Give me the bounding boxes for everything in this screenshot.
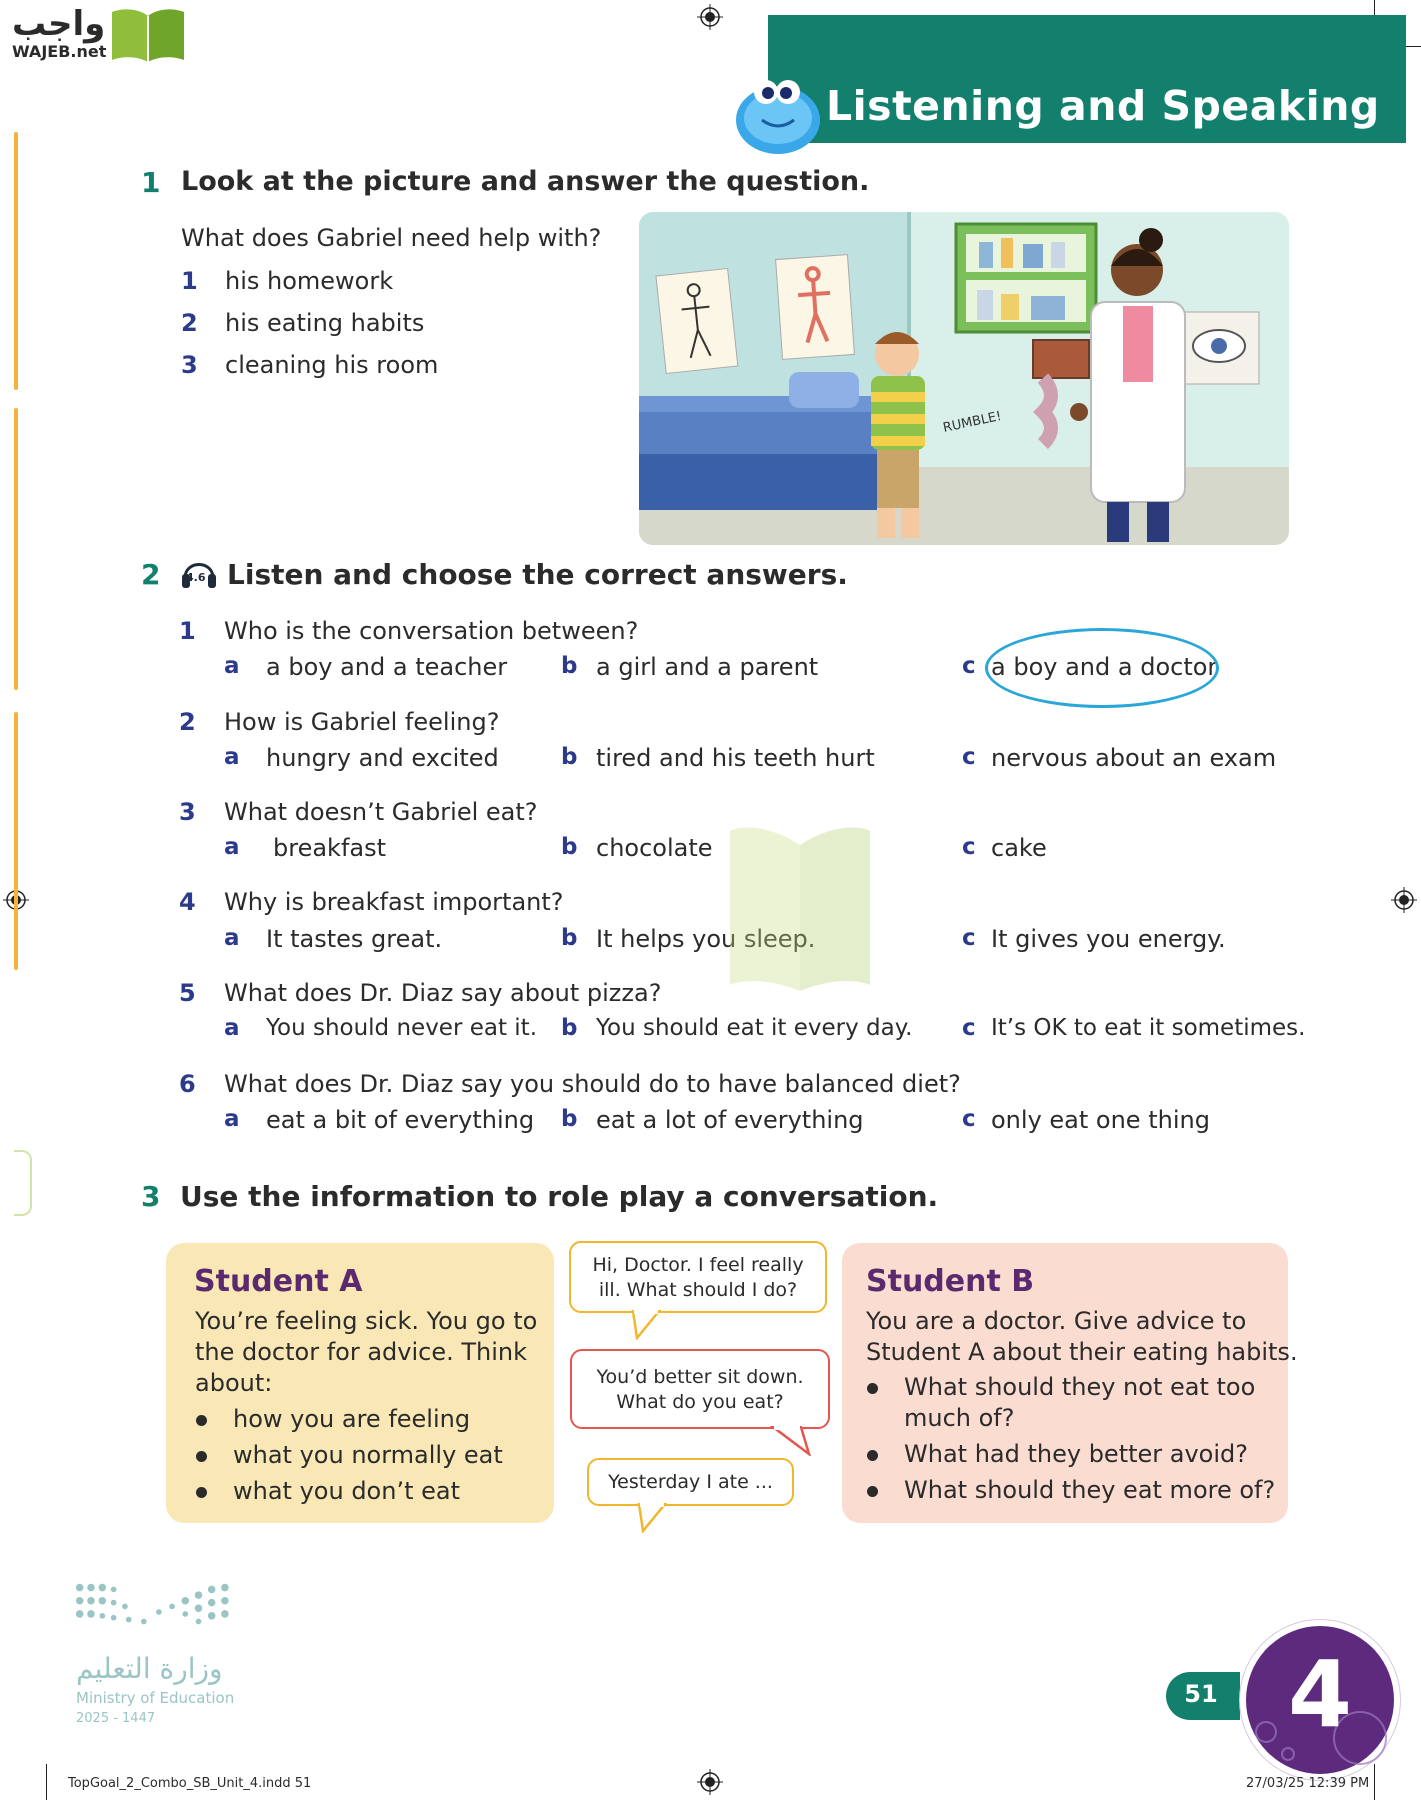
edge-mark bbox=[14, 712, 18, 970]
question-text: What does Dr. Diaz say about pizza? bbox=[224, 979, 662, 1007]
question-number: 1 bbox=[179, 617, 196, 645]
edge-bracket bbox=[14, 1150, 32, 1216]
registration-mark-icon bbox=[697, 1769, 723, 1795]
ministry-logo-icon bbox=[72, 1580, 242, 1646]
student-a-line: the doctor for advice. Think bbox=[195, 1338, 528, 1366]
doctor-office-illustration bbox=[639, 212, 1289, 545]
option-letter-c: c bbox=[962, 925, 976, 951]
option-c[interactable]: only eat one thing bbox=[991, 1106, 1210, 1134]
option-b[interactable]: tired and his teeth hurt bbox=[596, 744, 875, 772]
student-a-line: You’re feeling sick. You go to bbox=[195, 1307, 538, 1335]
question-number: 6 bbox=[179, 1070, 196, 1098]
bubble-line: Yesterday I ate ... bbox=[608, 1471, 773, 1493]
option-letter-b: b bbox=[561, 1106, 578, 1132]
option-c[interactable]: cake bbox=[991, 834, 1047, 862]
bubble-line: Hi, Doctor. I feel really bbox=[592, 1254, 804, 1276]
section-number: 2 bbox=[141, 558, 161, 591]
student-a-bullet: what you normally eat bbox=[233, 1441, 503, 1469]
bubble-line: You’d better sit down. bbox=[596, 1366, 804, 1388]
question-number: 3 bbox=[179, 798, 196, 826]
option-b[interactable]: You should eat it every day. bbox=[596, 1015, 913, 1041]
option-letter-b: b bbox=[561, 834, 578, 860]
question-text: What does Gabriel need help with? bbox=[181, 224, 602, 252]
student-b-bullet: What should they not eat too bbox=[904, 1373, 1256, 1401]
bubble-line: What do you eat? bbox=[616, 1391, 784, 1413]
bullet bbox=[867, 1486, 878, 1497]
question-number: 4 bbox=[179, 888, 196, 916]
student-b-bullet: What should they eat more of? bbox=[904, 1476, 1276, 1504]
option-letter-a: a bbox=[224, 653, 240, 679]
option-text[interactable]: his homework bbox=[225, 267, 394, 295]
bubble-tail bbox=[770, 1426, 812, 1456]
question-text: How is Gabriel feeling? bbox=[224, 708, 500, 736]
option-text[interactable]: his eating habits bbox=[225, 309, 425, 337]
option-b[interactable]: chocolate bbox=[596, 834, 713, 862]
bullet bbox=[867, 1383, 878, 1394]
unit-number: 4 bbox=[1287, 1641, 1352, 1748]
rumble-caption: RUMBLE! bbox=[941, 408, 1003, 436]
option-letter-b: b bbox=[561, 653, 578, 679]
student-b-bullet: What had they better avoid? bbox=[904, 1440, 1249, 1468]
audio-track-label: 4.6 bbox=[186, 571, 206, 584]
option-number: 1 bbox=[181, 267, 198, 295]
speech-bubble bbox=[587, 1458, 794, 1506]
option-letter-c: c bbox=[962, 1106, 976, 1132]
bullet bbox=[196, 1451, 207, 1462]
option-letter-a: a bbox=[224, 1015, 240, 1041]
option-a[interactable]: hungry and excited bbox=[266, 744, 499, 772]
option-letter-c: c bbox=[962, 744, 976, 770]
mascot-icon bbox=[730, 70, 822, 156]
registration-mark-icon bbox=[697, 4, 723, 30]
ministry-arabic-name: وزارة التعليم bbox=[76, 1652, 223, 1685]
option-a[interactable]: a boy and a teacher bbox=[266, 653, 508, 681]
question-text: What doesn’t Gabriel eat? bbox=[224, 798, 538, 826]
option-text[interactable]: cleaning his room bbox=[225, 351, 439, 379]
logo-english-text: WAJEB.net bbox=[12, 42, 107, 61]
student-a-bullet: what you don’t eat bbox=[233, 1477, 460, 1505]
option-c[interactable]: a boy and a doctor bbox=[991, 653, 1218, 681]
student-a-bullet: how you are feeling bbox=[233, 1405, 471, 1433]
option-letter-a: a bbox=[224, 1106, 240, 1132]
bubble-line: ill. What should I do? bbox=[598, 1279, 798, 1301]
ministry-year: 2025 - 1447 bbox=[76, 1711, 156, 1726]
option-letter-a: a bbox=[224, 925, 240, 951]
option-a[interactable]: breakfast bbox=[273, 834, 387, 862]
speech-bubble bbox=[570, 1349, 830, 1429]
page-number: 51 bbox=[1184, 1680, 1218, 1708]
option-c[interactable]: nervous about an exam bbox=[991, 744, 1277, 772]
watermark-book-icon bbox=[470, 815, 970, 995]
page-title: Listening and Speaking bbox=[826, 82, 1380, 130]
student-b-line: Student A about their eating habits. bbox=[866, 1338, 1298, 1366]
bullet bbox=[196, 1415, 207, 1426]
edge-mark bbox=[14, 408, 18, 690]
option-letter-c: c bbox=[962, 1015, 976, 1041]
logo-arabic-text: واجب bbox=[12, 4, 106, 44]
option-b[interactable]: It helps you sleep. bbox=[596, 925, 816, 953]
option-b[interactable]: a girl and a parent bbox=[596, 653, 819, 681]
bubble-tail bbox=[630, 1310, 662, 1340]
option-letter-b: b bbox=[561, 1015, 578, 1041]
section-title: Look at the picture and answer the question. bbox=[181, 166, 870, 197]
question-text: What does Dr. Diaz say you should do to have balanced diet? bbox=[224, 1070, 961, 1098]
option-letter-c: c bbox=[962, 834, 976, 860]
section-title: Listen and choose the correct answers. bbox=[227, 558, 848, 591]
option-b[interactable]: eat a lot of everything bbox=[596, 1106, 864, 1134]
option-a[interactable]: It tastes great. bbox=[266, 925, 443, 953]
section-title: Use the information to role play a conversation. bbox=[180, 1180, 939, 1213]
student-b-title: Student B bbox=[866, 1264, 1035, 1299]
option-c[interactable]: It gives you energy. bbox=[991, 925, 1226, 953]
footer-file-info: TopGoal_2_Combo_SB_Unit_4.indd 51 bbox=[68, 1776, 312, 1791]
student-b-bullet: much of? bbox=[904, 1404, 1015, 1432]
option-number: 2 bbox=[181, 309, 198, 337]
question-number: 5 bbox=[179, 979, 196, 1007]
bullet bbox=[867, 1450, 878, 1461]
ministry-english-name: Ministry of Education bbox=[76, 1689, 235, 1707]
footer-date: 27/03/25 12:39 PM bbox=[1246, 1776, 1370, 1791]
student-a-title: Student A bbox=[194, 1264, 363, 1299]
question-text: Who is the conversation between? bbox=[224, 617, 639, 645]
option-c[interactable]: It’s OK to eat it sometimes. bbox=[991, 1015, 1306, 1041]
bullet bbox=[196, 1487, 207, 1498]
registration-mark-icon bbox=[1391, 887, 1417, 913]
trim-mark bbox=[46, 1764, 47, 1800]
bubble-tail bbox=[636, 1503, 668, 1533]
speech-bubble bbox=[569, 1241, 827, 1313]
student-a-line: about: bbox=[195, 1369, 273, 1397]
option-a[interactable]: You should never eat it. bbox=[266, 1015, 538, 1041]
option-number: 3 bbox=[181, 351, 198, 379]
option-letter-b: b bbox=[561, 744, 578, 770]
wajeb-logo[interactable] bbox=[8, 6, 193, 66]
section-number: 3 bbox=[141, 1180, 161, 1213]
option-letter-a: a bbox=[224, 834, 240, 860]
book-icon bbox=[108, 6, 188, 64]
section-number: 1 bbox=[141, 166, 161, 199]
option-letter-b: b bbox=[561, 925, 578, 951]
option-a[interactable]: eat a bit of everything bbox=[266, 1106, 535, 1134]
edge-mark bbox=[14, 132, 18, 390]
question-number: 2 bbox=[179, 708, 196, 736]
answer-circle bbox=[985, 628, 1219, 708]
student-b-line: You are a doctor. Give advice to bbox=[866, 1307, 1247, 1335]
option-letter-c: c bbox=[962, 653, 976, 679]
option-letter-a: a bbox=[224, 744, 240, 770]
question-text: Why is breakfast important? bbox=[224, 888, 564, 916]
